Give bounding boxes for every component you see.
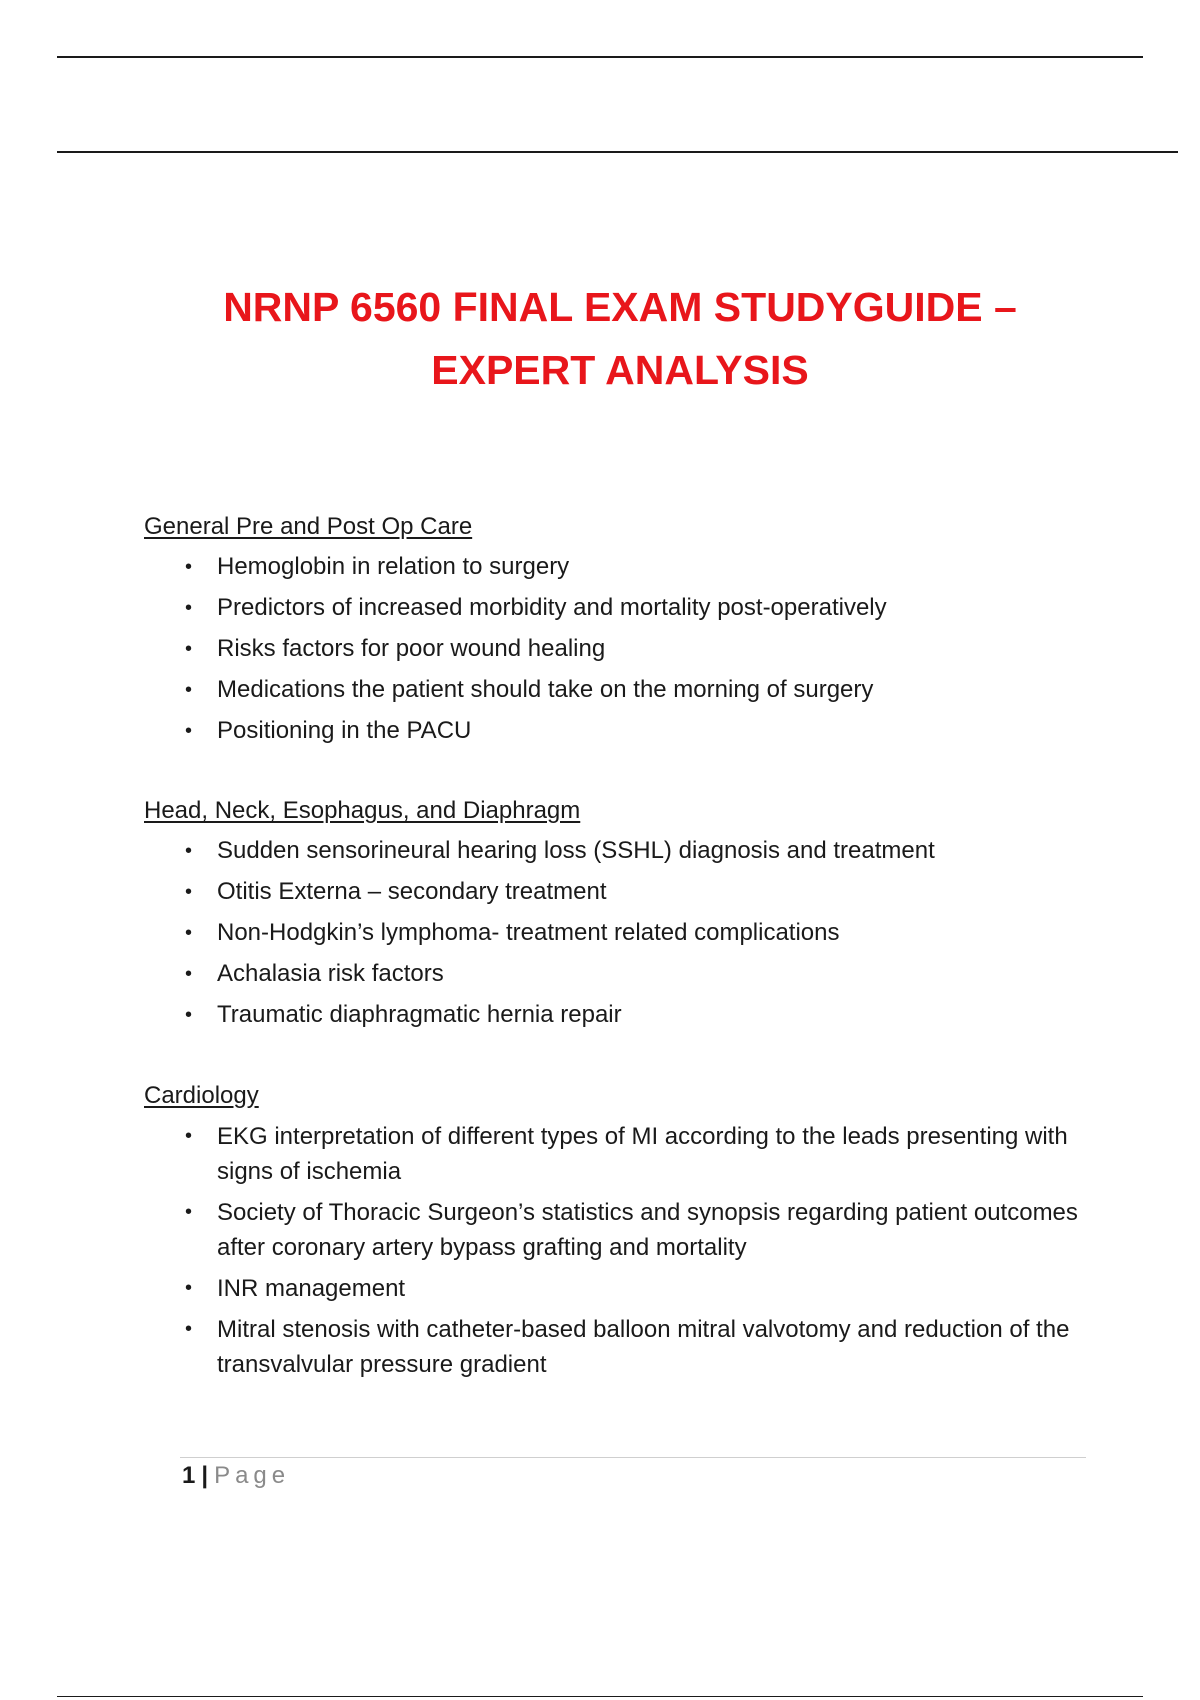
- list-item: • Predictors of increased morbidity and mortality post-operatively: [144, 591, 1104, 625]
- footer-separator: |: [201, 1462, 209, 1489]
- section-pre-post-op: [144, 512, 1104, 755]
- footer-rule: [180, 1457, 1086, 1458]
- topic-list: [144, 550, 1104, 748]
- bullet-icon: •: [185, 963, 193, 985]
- bullet-icon: •: [185, 922, 193, 944]
- document-title: [100, 276, 1140, 402]
- page-number: 1: [182, 1462, 196, 1489]
- section-heading: Head, Neck, Esophagus, and Diaphragm: [144, 797, 581, 824]
- title-line-1: NRNP 6560 FINAL EXAM STUDYGUIDE –: [223, 284, 1017, 330]
- bullet-icon: •: [185, 840, 193, 862]
- list-item: • Sudden sensorineural hearing loss (SSHL) diagnosis and treatment: [144, 834, 1104, 868]
- bullet-icon: •: [185, 597, 193, 619]
- list-item: • Achalasia risk factors: [144, 957, 1104, 991]
- list-item: • Hemoglobin in relation to surgery: [144, 550, 1104, 584]
- header-rule-top: [57, 56, 1143, 58]
- bullet-icon: •: [185, 638, 193, 660]
- bullet-icon: •: [185, 720, 193, 742]
- list-item: • Non-Hodgkin’s lymphoma- treatment related complications: [144, 916, 1104, 950]
- list-item: • Otitis Externa – secondary treatment: [144, 875, 1104, 909]
- bullet-icon: •: [185, 881, 193, 903]
- section-head-neck: [144, 796, 1104, 1039]
- bullet-icon: •: [185, 556, 193, 578]
- section-heading: Cardiology: [144, 1082, 259, 1109]
- list-item: • INR management: [144, 1271, 1104, 1306]
- list-item: • Risks factors for poor wound healing: [144, 632, 1104, 666]
- topic-list: [144, 1119, 1104, 1382]
- list-item: • Mitral stenosis with catheter-based balloon mitral valvotomy and reduction of the transvalvular pressure gradient: [144, 1312, 1104, 1382]
- page-footer: [182, 1461, 290, 1491]
- header-rule-second: [57, 151, 1178, 153]
- bullet-icon: •: [185, 679, 193, 701]
- bottom-rule: [57, 1696, 1143, 1697]
- list-item: • Positioning in the PACU: [144, 714, 1104, 748]
- bullet-icon: •: [185, 1318, 193, 1340]
- list-item: • Medications the patient should take on the morning of surgery: [144, 673, 1104, 707]
- bullet-icon: •: [185, 1004, 193, 1026]
- topic-list: [144, 834, 1104, 1032]
- list-item: • Society of Thoracic Surgeon’s statistics and synopsis regarding patient outcomes after coronary artery bypass grafting and mortality: [144, 1195, 1104, 1265]
- section-cardiology: [144, 1081, 1104, 1388]
- bullet-icon: •: [185, 1125, 193, 1147]
- title-line-2: EXPERT ANALYSIS: [431, 347, 809, 393]
- bullet-icon: •: [185, 1201, 193, 1223]
- list-item: • Traumatic diaphragmatic hernia repair: [144, 998, 1104, 1032]
- page-label: Page: [214, 1462, 291, 1489]
- section-heading: General Pre and Post Op Care: [144, 513, 473, 540]
- list-item: • EKG interpretation of different types of MI according to the leads presenting with signs of ischemia: [144, 1119, 1104, 1189]
- bullet-icon: •: [185, 1277, 193, 1299]
